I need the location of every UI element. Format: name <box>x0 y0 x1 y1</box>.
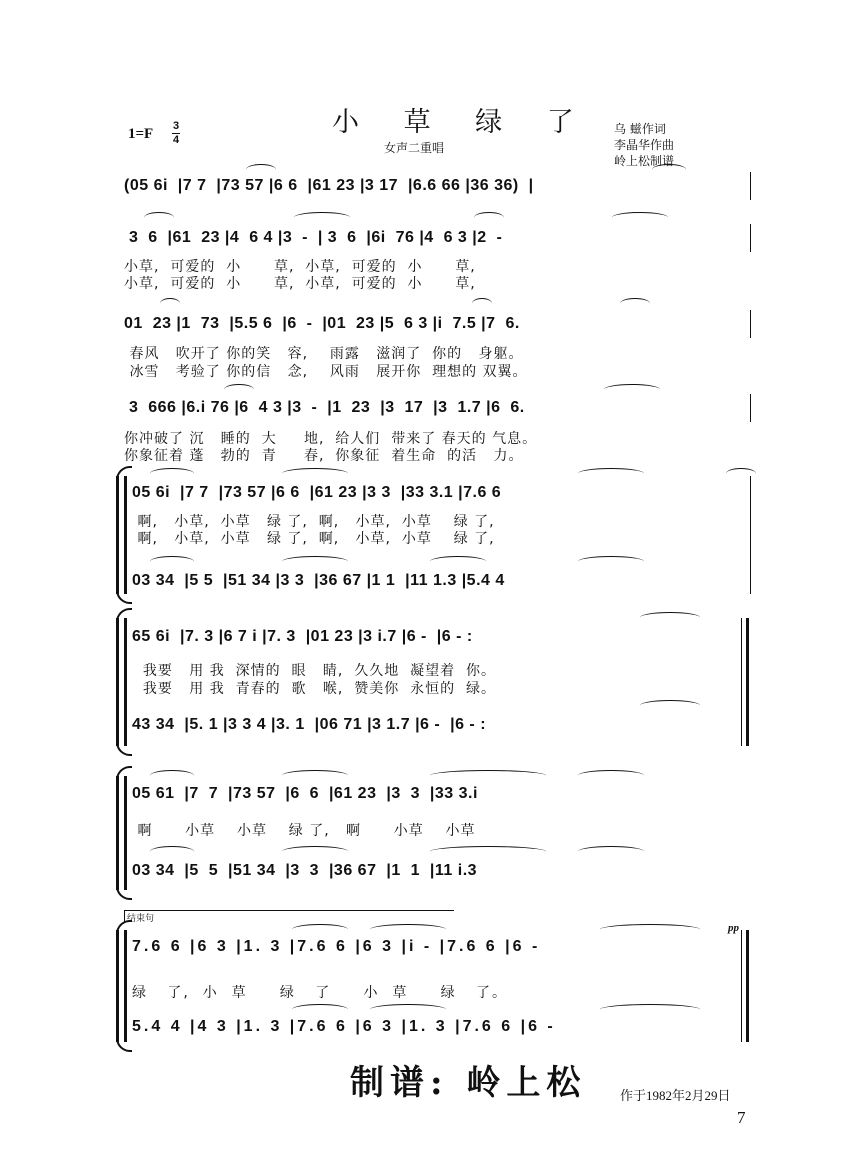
repeat-end-barline <box>746 618 749 746</box>
score-notes-row-1: 3 6 |61 23 |4 6 4 |3 - | 3 6 |6i 76 |4 6 3 |2 - <box>124 229 503 246</box>
slur <box>292 1004 348 1015</box>
system-start-barline <box>124 776 127 890</box>
lyrics-row-6-verse-2: 我要 用 我 青春的 歌 喉, 赞美你 永恒的 绿。 <box>132 681 497 697</box>
song-subtitle: 女声二重唱 <box>384 141 445 155</box>
slur <box>578 770 644 781</box>
lyrics-row-1-verse-1: 小草, 可爱的 小 草, 小草, 可爱的 小 草, <box>124 259 476 275</box>
lyrics-row-3-verse-2: 你象征着 蓬 勃的 青 春, 你象征 着生命 的活 力。 <box>124 448 524 464</box>
score-notes-row-intro: (05 6i |7 7 |73 57 |6 6 |61 23 |3 17 |6.6 66 |36 36) | <box>124 177 534 194</box>
lyrics-row-1-verse-2: 小草, 可爱的 小 草, 小草, 可爱的 小 草, <box>124 276 476 292</box>
final-barline <box>746 930 749 1042</box>
slur <box>292 924 348 935</box>
slur <box>620 298 650 309</box>
lyrics-row-6-verse-1: 我要 用 我 深情的 眼 睛, 久久地 凝望着 你。 <box>132 663 497 679</box>
slur <box>246 164 276 175</box>
time-signature-bottom: 4 <box>172 134 180 146</box>
score-notes-row-10: 7.6 6 |6 3 |1. 3 |7.6 6 |6 3 |i - |7.6 6 |6 - <box>132 938 541 955</box>
system-start-barline <box>124 476 127 594</box>
slur <box>150 468 194 479</box>
system-brace <box>116 776 129 890</box>
lyrics-row-10: 绿 了, 小 草 绿 了 小 草 绿 了。 <box>132 985 508 1001</box>
score-notes-row-8: 05 61 |7 7 |73 57 |6 6 |61 23 |3 3 |33 3.i <box>132 785 478 802</box>
signature-calligraphy: 制谱: 岭上松 <box>350 1063 587 1103</box>
arranger-credit: 岭上松制谱 <box>614 154 675 168</box>
barline <box>750 172 751 200</box>
barline <box>750 224 751 252</box>
time-signature <box>172 121 180 146</box>
lyrics-row-2-verse-1: 春风 吹开了 你的笑 容, 雨露 滋润了 你的 身躯。 <box>124 346 524 362</box>
system-start-barline <box>124 618 127 746</box>
slur <box>612 212 668 223</box>
slur <box>150 846 194 857</box>
ending-label: 结束句 <box>124 911 154 923</box>
system-brace <box>116 476 129 594</box>
slur <box>282 770 348 781</box>
slur <box>430 770 546 781</box>
slur <box>282 556 348 567</box>
score-notes-row-11: 5.4 4 |4 3 |1. 3 |7.6 6 |6 3 |1. 3 |7.6 6 |6 - <box>132 1018 556 1035</box>
lyrics-row-4-verse-1: 啊, 小草, 小草 绿 了, 啊, 小草, 小草 绿 了, <box>132 514 495 530</box>
slur <box>726 468 756 479</box>
score-notes-row-4: 05 6i |7 7 |73 57 |6 6 |61 23 |3 3 |33 3.1 |7.6 6 <box>132 484 502 501</box>
score-notes-row-3: 3 666 |6.i 76 |6 4 3 |3 - |1 23 |3 17 |3 1.7 |6 6. <box>124 399 525 416</box>
slur <box>224 384 254 395</box>
slur <box>294 212 350 223</box>
song-title: 小 草 绿 了 <box>332 107 592 138</box>
slur <box>160 298 180 309</box>
score-notes-row-5: 03 34 |5 5 |51 34 |3 3 |36 67 |1 1 |11 1.3 |5.4 4 <box>132 572 505 589</box>
page-number: 7 <box>737 1108 746 1127</box>
barline <box>750 394 751 422</box>
slur <box>640 700 700 711</box>
slur <box>370 1004 446 1015</box>
composition-date: 作于1982年2月29日 <box>620 1088 731 1103</box>
lyrics-row-8: 啊 小草 小草 绿 了, 啊 小草 小草 <box>132 823 476 839</box>
score-notes-row-7: 43 34 |5. 1 |3 3 4 |3. 1 |06 71 |3 1.7 |6 - |6 - : <box>132 716 487 733</box>
lyrics-row-2-verse-2: 冰雪 考验了 你的信 念, 风雨 展开你 理想的 双翼。 <box>124 364 528 380</box>
slur <box>578 468 644 479</box>
slur <box>604 384 660 395</box>
barline <box>750 310 751 338</box>
score-notes-row-9: 03 34 |5 5 |51 34 |3 3 |36 67 |1 1 |11 i.3 <box>132 862 478 879</box>
repeat-end-thin-barline <box>741 618 742 746</box>
slur <box>472 298 492 309</box>
slur <box>144 212 174 223</box>
slur <box>282 468 348 479</box>
score-notes-row-6: 65 6i |7. 3 |6 7 i |7. 3 |01 23 |3 i.7 |6 - |6 - : <box>132 628 473 645</box>
time-signature-top: 3 <box>172 120 180 132</box>
system-start-barline <box>124 930 127 1042</box>
lyrics-row-4-verse-2: 啊, 小草, 小草 绿 了, 啊, 小草, 小草 绿 了, <box>132 531 495 547</box>
slur <box>578 556 644 567</box>
credits <box>614 121 674 169</box>
slur <box>430 846 546 857</box>
slur <box>578 846 644 857</box>
lyricist-credit: 乌 螆作词 <box>614 122 666 136</box>
slur <box>370 924 446 935</box>
slur <box>652 164 686 175</box>
ending-box <box>124 910 454 924</box>
slur <box>150 770 194 781</box>
slur <box>474 212 504 223</box>
lyrics-row-3-verse-1: 你冲破了 沉 睡的 大 地, 给人们 带来了 春天的 气息。 <box>124 431 538 447</box>
key-signature: 1=F <box>128 126 154 142</box>
system-brace <box>116 930 129 1042</box>
slur <box>282 846 348 857</box>
score-notes-row-2: 01 23 |1 73 |5.5 6 |6 - |01 23 |5 6 3 |i 7.5 |7 6. <box>124 315 520 332</box>
composer-credit: 李晶华作曲 <box>614 138 675 152</box>
slur <box>640 612 700 623</box>
system-brace <box>116 618 129 746</box>
barline <box>750 476 751 594</box>
final-thin-barline <box>741 930 742 1042</box>
slur <box>150 556 194 567</box>
dynamic-marking: pp <box>728 922 739 934</box>
slur <box>430 556 486 567</box>
slur <box>600 1004 700 1015</box>
slur <box>600 924 700 935</box>
